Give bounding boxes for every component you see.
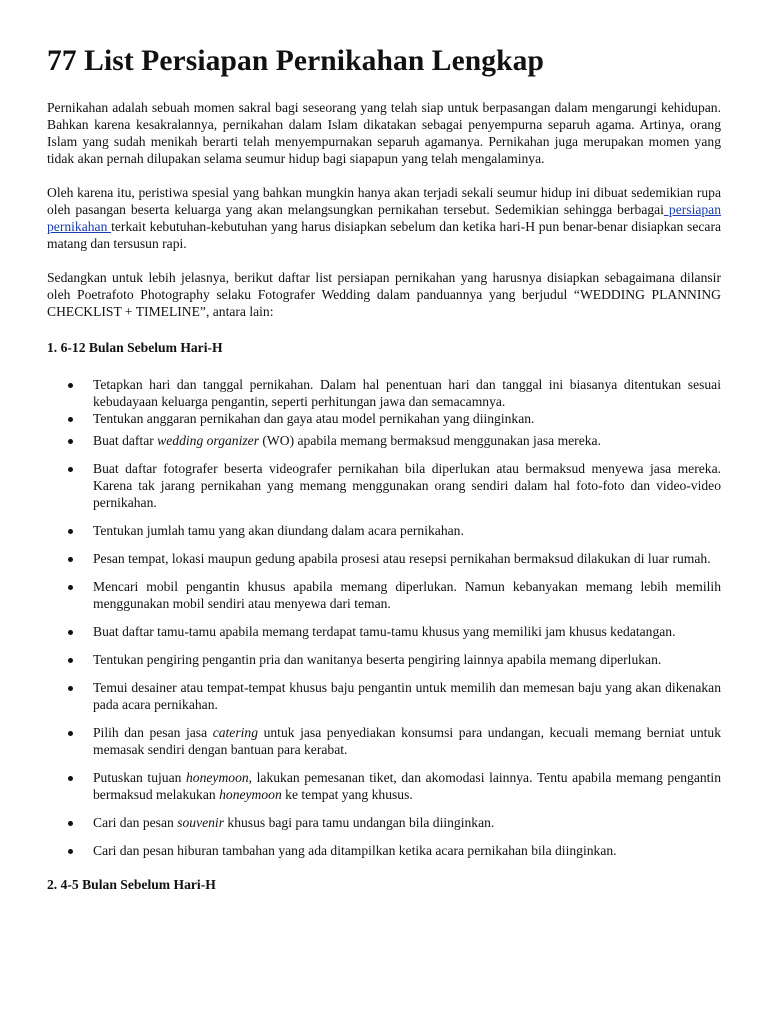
list-item-emphasis: souvenir [177,815,225,830]
list-item-text: ke tempat yang khusus. [281,787,413,802]
list-item-emphasis: catering [212,725,258,740]
bullet-icon [68,658,73,663]
paragraph-text: terkait kebutuhan-kebutuhan yang harus disiapkan sebelum dan ketika hari-H pun benar-benar disiapkan secara matang dan tersusun rapi. [47,219,721,251]
paragraph-text: Oleh karena itu, peristiwa spesial yang bahkan mungkin hanya akan terjadi sekali seumur hidup ini dibuat sedemikian rupa oleh pasangan beserta keluarga yang akan melangsungkan pernikahan tersebut. Sedemikian sehingga berbagai [47,185,721,217]
list-item-text: (WO) apabila memang bermaksud menggunakan jasa mereka. [259,433,601,448]
bullet-icon [68,439,73,444]
bullet-icon [68,776,73,781]
third-paragraph: Sedangkan untuk lebih jelasnya, berikut daftar list persiapan pernikahan yang harusnya disiapkan sebagaimana dilansir oleh Poetrafoto Photography selaku Fotografer Wedding dalam panduannya yang berjudul “WEDDING PLANNING CHECKLIST + TIMELINE”, antara lain: [47,270,721,319]
list-item [47,578,721,612]
intro-paragraph: Pernikahan adalah sebuah momen sakral bagi seseorang yang telah siap untuk berpasangan dalam mengarungi kehidupan. Bahkan karena kesakralannya, pernikahan dalam Islam dikatakan sebagai penyempurna separuh agama. Artinya, orang Islam yang sudah menikah berarti telah menyempurnakan separuh agamanya. Pernikahan juga merupakan momen yang tidak akan pernah dilupakan selama seumur hidup bagi siapapun yang telah mengalaminya. [47,100,721,166]
list-item-text: Buat daftar tamu-tamu apabila memang terdapat tamu-tamu khusus yang memiliki jam khusus kedatangan. [93,624,676,639]
section-heading-2: 2. 4-5 Bulan Sebelum Hari-H [47,877,216,892]
page-title: 77 List Persiapan Pernikahan Lengkap [47,45,544,77]
list-item-text: , lakukan pemesanan tiket, dan akomodasi lainnya. Tentu apabila memang pengantin bermaksud melakukan [93,770,722,802]
list-item [47,842,721,859]
list-item [47,724,721,758]
bullet-icon [68,557,73,562]
list-item-text: Tentukan jumlah tamu yang akan diundang dalam acara pernikahan. [93,523,464,538]
list-item-text: Cari dan pesan hiburan tambahan yang ada ditampilkan ketika acara pernikahan bila diinginkan. [93,843,617,858]
list-item-text: Putuskan tujuan [93,770,186,785]
list-item [47,769,721,803]
list-item-text: Pilih dan pesan jasa [93,725,213,740]
bullet-icon [68,686,73,691]
list-item [47,410,721,427]
list-item-text: untuk jasa penyediakan konsumsi para undangan, kecuali memang berniat untuk memasak sendiri dengan bantuan para kerabat. [93,725,722,757]
bullet-icon [68,731,73,736]
list-item-text: Tentukan pengiring pengantin pria dan wanitanya beserta pengiring lainnya apabila memang diperlukan. [93,652,662,667]
list-item [47,651,721,668]
list-item-text: Buat daftar [93,433,158,448]
list-item-text: khusus bagi para tamu undangan bila diinginkan. [224,815,495,830]
list-item-text: Cari dan pesan [93,815,178,830]
list-item-emphasis: honeymoon [186,770,249,785]
list-item-emphasis: wedding organizer [157,433,259,448]
list-item [47,550,721,567]
bullet-icon [68,417,73,422]
persiapan-pernikahan-link[interactable]: persiapan pernikahan [47,202,722,234]
list-item-emphasis: honeymoon [219,787,282,802]
checklist-section-1 [47,376,721,859]
list-item-text: Mencari mobil pengantin khusus apabila memang diperlukan. Namun kebanyakan memang lebih memilih menggunakan mobil sendiri atau menyewa dari teman. [93,579,721,611]
list-item-text: Buat daftar fotografer beserta videografer pernikahan bila diperlukan atau bermaksud menyewa jasa mereka. Karena tak jarang pernikahan yang memang menggunakan orang sendiri dalam hal foto-foto dan video-video pernikahan. [93,461,721,510]
list-item-text: Pesan tempat, lokasi maupun gedung apabila prosesi atau resepsi pernikahan bermaksud dilakukan di luar rumah. [93,551,711,566]
list-item [47,432,721,449]
bullet-icon [68,467,73,472]
list-item [47,814,721,831]
list-item [47,623,721,640]
list-item [47,460,721,511]
list-item-text: Temui desainer atau tempat-tempat khusus baju pengantin untuk memilih dan memesan baju yang akan dikenakan pada acara pernikahan. [93,680,721,712]
bullet-icon [68,849,73,854]
list-item-text: Tentukan anggaran pernikahan dan gaya atau model pernikahan yang diinginkan. [93,411,535,426]
bullet-icon [68,529,73,534]
bullet-icon [68,630,73,635]
second-paragraph [47,184,721,252]
bullet-icon [68,585,73,590]
bullet-icon [68,383,73,388]
section-heading-1: 1. 6-12 Bulan Sebelum Hari-H [47,340,223,355]
list-item [47,679,721,713]
list-item [47,376,721,410]
list-item [47,522,721,539]
list-item-text: Tetapkan hari dan tanggal pernikahan. Dalam hal penentuan hari dan tanggal ini biasanya ditentukan sesuai kebudayaan keluarga pengantin, seperti perhitungan jawa dan semacamnya. [93,377,721,409]
bullet-icon [68,821,73,826]
